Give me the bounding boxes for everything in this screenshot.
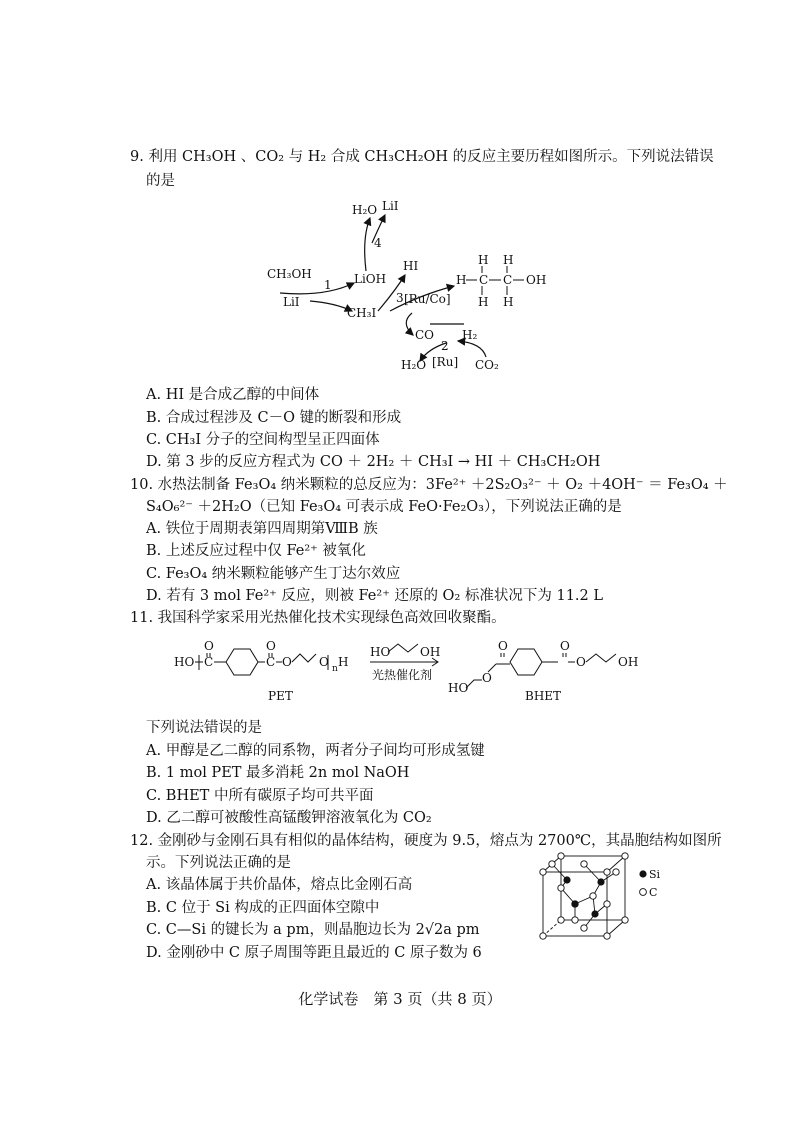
svg-text:O: O bbox=[560, 639, 570, 653]
page-footer: 化学试卷 第 3 页（共 8 页） bbox=[298, 990, 502, 1008]
svg-text:O: O bbox=[266, 639, 276, 653]
legend-si-label: Si bbox=[649, 868, 661, 881]
legend-c-label: C bbox=[649, 886, 658, 899]
ru-co-catalyst-label: [Ru/Co] bbox=[404, 292, 451, 306]
svg-text:C: C bbox=[266, 655, 276, 669]
condition-label: 光热催化剂 bbox=[372, 668, 433, 682]
q12-sic-unit-cell bbox=[535, 848, 670, 943]
reagent-oh: OH bbox=[420, 645, 441, 659]
reagent-ho: HO bbox=[370, 645, 391, 659]
pet-label: PET bbox=[268, 689, 293, 703]
h2o-bottom-label: H₂O bbox=[401, 358, 427, 372]
lii-top-label: LiI bbox=[382, 199, 399, 213]
step2-label: 2 bbox=[441, 339, 449, 353]
svg-text:O: O bbox=[319, 655, 329, 669]
q11-option-d: D. 乙二醇可被酸性高锰酸钾溶液氧化为 CO₂ bbox=[146, 810, 432, 826]
q12-stem-line1: 12. 金刚砂与金刚石具有相似的晶体结构，硬度为 9.5，熔点为 2700℃，其晶胞结构如图所 bbox=[130, 833, 722, 849]
q11-option-c: C. BHET 中所有碳原子均可共平面 bbox=[146, 788, 374, 804]
ch3i-label: CH₃I bbox=[347, 306, 377, 320]
svg-text:O: O bbox=[498, 639, 508, 653]
q11-option-b: B. 1 mol PET 最多消耗 2n mol NaOH bbox=[146, 765, 410, 781]
h2-label: H₂ bbox=[462, 328, 478, 342]
h2o-top-label: H₂O bbox=[352, 203, 378, 217]
q10-option-b: B. 上述反应过程中仅 Fe²⁺ 被氧化 bbox=[146, 543, 366, 559]
svg-text:O: O bbox=[282, 655, 292, 669]
lioh-label: LiOH bbox=[354, 272, 387, 286]
q12-option-c: C. C—Si 的键长为 a pm，则晶胞边长为 2√2a pm bbox=[146, 922, 480, 938]
q9-option-c: C. CH₃I 分子的空间构型呈正四面体 bbox=[146, 432, 380, 448]
q11-stem: 11. 我国科学家采用光热催化技术实现绿色高效回收聚酯。 bbox=[130, 610, 506, 626]
co2-label: CO₂ bbox=[475, 358, 499, 372]
q10-option-a: A. 铁位于周期表第四周期第ⅧB 族 bbox=[146, 521, 378, 537]
q12-stem-line2: 示。下列说法正确的是 bbox=[146, 855, 291, 871]
q9-option-b: B. 合成过程涉及 C－O 键的断裂和形成 bbox=[146, 410, 402, 426]
svg-text:H: H bbox=[503, 295, 514, 309]
pet-n-subscript: n bbox=[332, 664, 338, 674]
q9-option-d: D. 第 3 步的反应方程式为 CO ＋ 2H₂ ＋ CH₃I → HI ＋ CH₃CH₂OH bbox=[146, 454, 601, 470]
q10-option-c: C. Fe₃O₄ 纳米颗粒能够产生丁达尔效应 bbox=[146, 566, 401, 582]
step1-label: 1 bbox=[324, 278, 332, 292]
co-label: CO bbox=[415, 328, 435, 342]
svg-text:C: C bbox=[503, 273, 513, 287]
q12-option-b: B. C 位于 Si 构成的正四面体空隙中 bbox=[146, 900, 380, 916]
lii-left-label: LiI bbox=[283, 295, 300, 309]
svg-text:O: O bbox=[204, 639, 214, 653]
q9-stem-line2: 的是 bbox=[146, 173, 175, 189]
step3-label: 3 bbox=[396, 291, 404, 305]
q11-pet-recycling-scheme bbox=[170, 630, 650, 708]
svg-text:OH: OH bbox=[618, 655, 639, 669]
hi-label: HI bbox=[403, 259, 419, 273]
q9-stem-line1: 9. 利用 CH₃OH 、CO₂ 与 H₂ 合成 CH₃CH₂OH 的反应主要历程如图所示。下列说法错误 bbox=[130, 149, 714, 165]
q9-option-a: A. HI 是合成乙醇的中间体 bbox=[146, 387, 320, 403]
ethanol-structure bbox=[456, 253, 546, 309]
pet-h-label: H bbox=[338, 655, 349, 669]
ch3oh-label: CH₃OH bbox=[267, 267, 312, 281]
q12-option-a: A. 该晶体属于共价晶体，熔点比金刚石高 bbox=[146, 877, 413, 893]
q9-reaction-diagram bbox=[250, 193, 560, 375]
svg-text:HO: HO bbox=[448, 681, 469, 695]
svg-text:H: H bbox=[456, 273, 467, 287]
q10-stem-line2: S₄O₆²⁻ ＋2H₂O（已知 Fe₃O₄ 可表示成 FeO·Fe₂O₃），下列说法正确的是 bbox=[146, 499, 622, 515]
bhet-label: BHET bbox=[525, 689, 562, 703]
svg-text:O: O bbox=[482, 671, 492, 685]
svg-text:H: H bbox=[478, 295, 489, 309]
svg-text:C: C bbox=[479, 273, 489, 287]
svg-text:O: O bbox=[576, 655, 586, 669]
pet-ho-label: HO bbox=[174, 655, 195, 669]
svg-text:H: H bbox=[478, 253, 489, 267]
svg-text:C: C bbox=[204, 655, 214, 669]
step4-label: 4 bbox=[374, 236, 382, 250]
q10-option-d: D. 若有 3 mol Fe²⁺ 反应，则被 Fe²⁺ 还原的 O₂ 标准状况下为 11.2 L bbox=[146, 588, 604, 604]
q10-stem-line1: 10. 水热法制备 Fe₃O₄ 纳米颗粒的总反应为：3Fe²⁺ ＋2S₂O₃²⁻ ＋ O₂ ＋4OH⁻ ＝ Fe₃O₄ ＋ bbox=[130, 477, 728, 493]
ru-catalyst-label: [Ru] bbox=[432, 355, 459, 369]
q11-ask: 下列说法错误的是 bbox=[146, 720, 262, 736]
svg-text:H: H bbox=[503, 253, 514, 267]
svg-text:OH: OH bbox=[526, 273, 547, 287]
q11-option-a: A. 甲醇是乙二醇的同系物，两者分子间均可形成氢键 bbox=[146, 743, 485, 759]
q12-option-d: D. 金刚砂中 C 原子周围等距且最近的 C 原子数为 6 bbox=[146, 945, 482, 961]
